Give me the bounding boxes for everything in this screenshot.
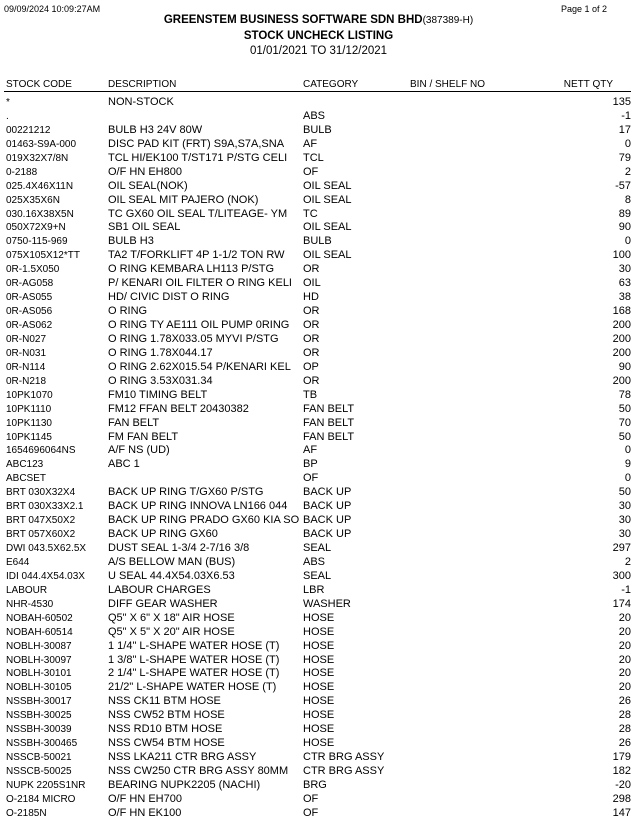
description-cell: NSS CK11 BTM HOSE <box>108 695 221 708</box>
nett-qty-cell: 30 <box>618 500 631 513</box>
stock-code-cell: 019X32X7/8N <box>6 152 69 164</box>
description-cell: O/F HN EH700 <box>108 792 182 805</box>
category-cell: HOSE <box>303 709 335 722</box>
table-row <box>0 235 637 249</box>
nett-qty-cell: 168 <box>612 305 631 318</box>
stock-code-cell: . <box>6 110 9 122</box>
table-row <box>0 110 637 124</box>
nett-qty-cell: 8 <box>624 193 631 206</box>
category-cell: WASHER <box>303 597 351 610</box>
table-row <box>0 542 637 556</box>
description-cell: P/ KENARI OIL FILTER O RING KELI <box>108 277 292 290</box>
header-rule <box>4 91 631 92</box>
nett-qty-cell: 297 <box>612 542 631 554</box>
table-row <box>0 570 637 584</box>
stock-table-body <box>0 96 637 821</box>
nett-qty-cell: 30 <box>618 528 631 541</box>
company-registration: (387389-H) <box>422 15 474 26</box>
description-cell: O RING KEMBARA LH113 P/STG <box>108 263 275 276</box>
description-cell: DISC PAD KIT (FRT) S9A,S7A,SNA <box>108 137 285 150</box>
stock-code-cell: NSSBH-300465 <box>6 738 78 750</box>
nett-qty-cell: 9 <box>624 458 631 471</box>
category-cell: OIL SEAL <box>303 221 352 234</box>
description-cell: A/S BELLOW MAN (BUS) <box>108 555 236 568</box>
category-cell: BACK UP <box>303 486 352 499</box>
category-cell: AF <box>303 444 318 457</box>
category-cell: HOSE <box>303 681 335 694</box>
nett-qty-cell: 50 <box>618 486 631 499</box>
stock-code-cell: NSSBH-30017 <box>6 696 72 708</box>
stock-code-cell: O-2184 MICRO <box>6 793 76 805</box>
stock-code-cell: 0R-N114 <box>6 361 46 373</box>
table-row <box>0 194 637 208</box>
stock-code-cell: 025.4X46X11N <box>6 180 74 192</box>
stock-code-cell: 1654696064NS <box>6 445 76 457</box>
category-cell: SEAL <box>303 542 332 554</box>
stock-code-cell: NOBLH-30097 <box>6 654 72 666</box>
nett-qty-cell: 30 <box>618 514 631 527</box>
stock-code-cell: NSSCB-50021 <box>6 752 72 764</box>
description-cell: TC GX60 OIL SEAL T/LITEAGE- YM <box>108 207 288 220</box>
category-cell: HOSE <box>303 611 335 624</box>
table-row <box>0 681 637 695</box>
category-cell: HOSE <box>303 723 335 736</box>
stock-code-cell: 10PK1110 <box>6 403 52 415</box>
table-row <box>0 667 637 681</box>
stock-code-cell: 030.16X38X5N <box>6 208 74 220</box>
category-cell: LBR <box>303 583 325 596</box>
description-cell: BEARING NUPK2205 (NACHI) <box>108 778 261 791</box>
stock-code-cell: BRT 057X60X2 <box>6 529 76 541</box>
category-cell: HOSE <box>303 737 335 750</box>
category-cell: OR <box>303 346 320 359</box>
category-cell: TB <box>303 388 318 401</box>
nett-qty-cell: 89 <box>618 207 631 220</box>
category-cell: FAN BELT <box>303 416 355 429</box>
description-cell: O RING <box>108 305 148 318</box>
stock-code-cell: BRT 047X50X2 <box>6 515 76 527</box>
description-cell: DIFF GEAR WASHER <box>108 597 218 610</box>
nett-qty-cell: 298 <box>612 792 631 805</box>
category-cell: OF <box>303 472 319 485</box>
category-cell: HOSE <box>303 653 335 666</box>
nett-qty-cell: 200 <box>612 332 631 345</box>
nett-qty-cell: 0 <box>624 137 631 150</box>
table-row <box>0 612 637 626</box>
nett-qty-cell: 300 <box>612 569 631 582</box>
stock-code-cell: BRT 030X33X2.1 <box>6 501 84 513</box>
description-cell: O/F HN EK100 <box>108 806 182 819</box>
table-row <box>0 765 637 779</box>
nett-qty-cell: -57 <box>615 179 631 192</box>
description-cell: HD/ CIVIC DIST O RING <box>108 291 230 304</box>
stock-code-cell: 0-2188 <box>6 166 38 178</box>
table-row <box>0 333 637 347</box>
nett-qty-cell: 70 <box>618 416 631 429</box>
description-cell: O RING TY AE111 OIL PUMP 0RING <box>108 319 290 331</box>
nett-qty-cell: 78 <box>618 388 631 401</box>
stock-code-cell: NSSBH-30025 <box>6 710 72 722</box>
category-cell: OR <box>303 305 320 318</box>
table-row <box>0 249 637 263</box>
nett-qty-cell: -1 <box>621 583 631 596</box>
description-cell: TCL HI/EK100 T/ST171 P/STG CELI <box>108 151 288 164</box>
category-cell: OIL SEAL <box>303 193 352 206</box>
stock-code-cell: LABOUR <box>6 584 48 596</box>
nett-qty-cell: 20 <box>618 611 631 624</box>
nett-qty-cell: 26 <box>618 695 631 708</box>
nett-qty-cell: 20 <box>618 681 631 694</box>
nett-qty-cell: 30 <box>618 263 631 276</box>
category-cell: OR <box>303 332 320 345</box>
description-cell: FAN BELT <box>108 416 160 429</box>
nett-qty-cell: 2 <box>624 165 631 178</box>
category-cell: FAN BELT <box>303 402 355 415</box>
nett-qty-cell: 147 <box>612 806 631 819</box>
nett-qty-cell: 17 <box>618 123 631 136</box>
table-row <box>0 263 637 277</box>
nett-qty-cell: 0 <box>624 235 631 248</box>
description-cell: BULB H3 <box>108 235 154 248</box>
description-cell: BACK UP RING GX60 <box>108 528 218 541</box>
nett-qty-cell: 179 <box>612 751 631 764</box>
company-name <box>0 14 637 26</box>
stock-code-cell: NSSBH-30039 <box>6 724 72 736</box>
nett-qty-cell: 79 <box>618 151 631 164</box>
description-cell: NSS CW250 CTR BRG ASSY 80MM <box>108 765 289 777</box>
stock-code-cell: NOBAH-60514 <box>6 626 73 638</box>
table-row <box>0 180 637 194</box>
table-row <box>0 389 637 403</box>
stock-code-cell: 10PK1145 <box>6 431 52 443</box>
table-row <box>0 277 637 291</box>
category-cell: CTR BRG ASSY <box>303 751 385 764</box>
stock-code-cell: 0R-1.5X050 <box>6 264 60 276</box>
stock-code-cell: NOBLH-30105 <box>6 682 72 694</box>
category-cell: ABS <box>303 555 326 568</box>
category-cell: TCL <box>303 151 324 164</box>
table-row <box>0 444 637 458</box>
description-cell: DUST SEAL 1-3/4 2-7/16 3/8 <box>108 542 250 554</box>
stock-code-cell: NOBLH-30087 <box>6 640 72 652</box>
nett-qty-cell: 20 <box>618 625 631 638</box>
stock-code-cell: NSSCB-50025 <box>6 766 72 777</box>
description-cell: NSS RD10 BTM HOSE <box>108 723 223 736</box>
column-header-category: CATEGORY <box>303 79 359 90</box>
table-row <box>0 486 637 500</box>
category-cell: BACK UP <box>303 528 352 541</box>
stock-code-cell: NUPK 2205S1NR <box>6 779 86 791</box>
stock-code-cell: DWI 043.5X62.5X <box>6 543 87 554</box>
table-row <box>0 751 637 765</box>
stock-code-cell: ABC123 <box>6 459 44 471</box>
stock-code-cell: 0R-AS056 <box>6 306 53 318</box>
table-row <box>0 208 637 222</box>
description-cell: O RING 2.62X015.54 P/KENARI KEL <box>108 360 291 373</box>
category-cell: HOSE <box>303 639 335 652</box>
nett-qty-cell: 26 <box>618 737 631 750</box>
print-datetime: 09/09/2024 10:09:27AM <box>4 4 101 14</box>
description-cell: U SEAL 44.4X54.03X6.53 <box>108 569 235 582</box>
nett-qty-cell: 50 <box>618 402 631 415</box>
table-row <box>0 361 637 375</box>
nett-qty-cell: 38 <box>618 291 631 304</box>
table-row <box>0 152 637 166</box>
nett-qty-cell: 0 <box>624 444 631 457</box>
stock-code-cell: 0R-N027 <box>6 333 47 345</box>
category-cell: OP <box>303 360 319 373</box>
nett-qty-cell: 63 <box>618 277 631 290</box>
category-cell: OR <box>303 263 320 276</box>
nett-qty-cell: 20 <box>618 639 631 652</box>
stock-code-cell: NOBAH-60502 <box>6 612 73 624</box>
category-cell: FAN BELT <box>303 430 355 443</box>
stock-code-cell: 025X35X6N <box>6 194 60 206</box>
description-cell: LABOUR CHARGES <box>108 583 211 596</box>
nett-qty-cell: 100 <box>612 249 631 262</box>
stock-code-cell: IDI 044.4X54.03X <box>6 570 85 582</box>
description-cell: NSS CW54 BTM HOSE <box>108 737 225 750</box>
stock-code-cell: 0R-AS062 <box>6 320 53 331</box>
description-cell: O RING 1.78X033.05 MYVI P/STG <box>108 332 279 345</box>
table-row <box>0 737 637 751</box>
table-row <box>0 584 637 598</box>
nett-qty-cell: 50 <box>618 430 631 443</box>
description-cell: 2 1/4" L-SHAPE WATER HOSE (T) <box>108 667 280 680</box>
nett-qty-cell: 28 <box>618 709 631 722</box>
table-row <box>0 514 637 528</box>
table-row <box>0 138 637 152</box>
table-row <box>0 807 637 821</box>
stock-code-cell: NHR-4530 <box>6 598 54 610</box>
column-header-description: DESCRIPTION <box>108 79 177 90</box>
category-cell: BULB <box>303 123 332 136</box>
nett-qty-cell: 2 <box>624 555 631 568</box>
description-cell: TA2 T/FORKLIFT 4P 1-1/2 TON RW <box>108 249 285 262</box>
category-cell: OF <box>303 792 319 805</box>
description-cell: NSS CW52 BTM HOSE <box>108 709 225 722</box>
stock-code-cell: 050X72X9+N <box>6 222 66 234</box>
category-cell: BACK UP <box>303 500 352 513</box>
category-cell: HOSE <box>303 625 335 638</box>
table-row <box>0 347 637 361</box>
nett-qty-cell: 0 <box>624 472 631 485</box>
stock-code-cell: O-2185N <box>6 807 47 819</box>
category-cell: OIL SEAL <box>303 179 352 192</box>
page-number: Page 1 of 2 <box>560 4 607 14</box>
description-cell: FM12 FFAN BELT 20430382 <box>108 402 249 415</box>
description-cell: Q5" X 6" X 18" AIR HOSE <box>108 611 235 624</box>
table-row <box>0 458 637 472</box>
description-cell: 21/2" L-SHAPE WATER HOSE (T) <box>108 681 277 694</box>
nett-qty-cell: 182 <box>612 765 631 777</box>
nett-qty-cell: 200 <box>612 346 631 359</box>
description-cell: A/F NS (UD) <box>108 444 170 457</box>
report-title: STOCK UNCHECK LISTING <box>243 30 394 42</box>
category-cell: OR <box>303 319 320 331</box>
description-cell: OIL SEAL(NOK) <box>108 179 188 192</box>
description-cell: FM FAN BELT <box>108 430 179 443</box>
category-cell: ABS <box>303 109 326 122</box>
description-cell: 1 1/4" L-SHAPE WATER HOSE (T) <box>108 639 280 652</box>
table-row <box>0 640 637 654</box>
category-cell: OIL <box>303 277 321 290</box>
nett-qty-cell: 90 <box>618 221 631 234</box>
category-cell: SEAL <box>303 569 332 582</box>
report-period: 01/01/2021 TO 31/12/2021 <box>249 45 388 57</box>
category-cell: OF <box>303 806 319 819</box>
table-row <box>0 166 637 180</box>
description-cell: BACK UP RING PRADO GX60 KIA SO <box>108 514 300 527</box>
nett-qty-cell: 90 <box>618 360 631 373</box>
category-cell: CTR BRG ASSY <box>303 765 385 777</box>
description-cell: O RING 3.53X031.34 <box>108 374 213 387</box>
description-cell: NON-STOCK <box>108 96 174 108</box>
category-cell: HOSE <box>303 695 335 708</box>
description-cell: Q5" X 5" X 20" AIR HOSE <box>108 625 235 638</box>
description-cell: OIL SEAL MIT PAJERO (NOK) <box>108 193 259 206</box>
category-cell: BULB <box>303 235 332 248</box>
stock-code-cell: ABCSET <box>6 473 47 485</box>
nett-qty-cell: 28 <box>618 723 631 736</box>
stock-code-cell: 0R-N031 <box>6 347 47 359</box>
column-header-bin: BIN / SHELF NO <box>410 79 486 90</box>
table-row <box>0 709 637 723</box>
category-cell: BACK UP <box>303 514 352 527</box>
stock-code-cell: 075X105X12*TT <box>6 250 80 262</box>
description-cell: O RING 1.78X044.17 <box>108 346 213 359</box>
stock-code-cell: E644 <box>6 556 30 568</box>
category-cell: OIL SEAL <box>303 249 352 262</box>
table-row <box>0 626 637 640</box>
stock-code-cell: 10PK1130 <box>6 417 52 429</box>
stock-code-cell: 00221212 <box>6 124 51 136</box>
column-header-stock-code: STOCK CODE <box>6 79 72 90</box>
table-row <box>0 556 637 570</box>
nett-qty-cell: 20 <box>618 667 631 680</box>
table-row <box>0 291 637 305</box>
nett-qty-cell: 174 <box>612 597 631 610</box>
description-cell: BACK UP RING T/GX60 P/STG <box>108 486 264 499</box>
table-row <box>0 319 637 333</box>
table-row <box>0 472 637 486</box>
table-row <box>0 96 637 110</box>
table-row <box>0 695 637 709</box>
table-row <box>0 305 637 319</box>
table-row <box>0 654 637 668</box>
table-row <box>0 598 637 612</box>
category-cell: AF <box>303 137 318 150</box>
nett-qty-cell: -1 <box>621 109 631 122</box>
stock-code-cell: 10PK1070 <box>6 389 53 401</box>
stock-code-cell: BRT 030X32X4 <box>6 487 76 499</box>
nett-qty-cell: 135 <box>612 96 631 108</box>
category-cell: OR <box>303 374 320 387</box>
table-row <box>0 779 637 793</box>
company-name-text: GREENSTEM BUSINESS SOFTWARE SDN BHD <box>163 14 423 26</box>
stock-code-cell: * <box>6 97 10 108</box>
description-cell: 1 3/8" L-SHAPE WATER HOSE (T) <box>108 653 280 666</box>
table-row <box>0 403 637 417</box>
description-cell: FM10 TIMING BELT <box>108 388 208 401</box>
stock-code-cell: 0750-115-969 <box>6 236 68 248</box>
stock-code-cell: 0R-N218 <box>6 375 47 387</box>
table-row <box>0 528 637 542</box>
description-cell: ABC 1 <box>108 458 140 471</box>
description-cell: BACK UP RING INNOVA LN166 044 <box>108 500 288 513</box>
table-row <box>0 793 637 807</box>
column-header-nett-qty: NETT QTY <box>563 79 613 90</box>
table-row <box>0 500 637 514</box>
table-row <box>0 375 637 389</box>
nett-qty-cell: 200 <box>612 374 631 387</box>
description-cell: NSS LKA211 CTR BRG ASSY <box>108 751 257 764</box>
table-row <box>0 431 637 445</box>
nett-qty-cell: 20 <box>618 653 631 666</box>
category-cell: BP <box>303 458 318 471</box>
category-cell: HOSE <box>303 667 335 680</box>
stock-code-cell: 0R-AG058 <box>6 278 54 290</box>
table-row <box>0 723 637 737</box>
description-cell: O/F HN EH800 <box>108 165 182 178</box>
stock-code-cell: 01463-S9A-000 <box>6 138 77 150</box>
stock-code-cell: NOBLH-30101 <box>6 668 72 680</box>
description-cell: SB1 OIL SEAL <box>108 221 181 234</box>
nett-qty-cell: 200 <box>612 319 631 331</box>
nett-qty-cell: -20 <box>615 778 631 791</box>
stock-code-cell: 0R-AS055 <box>6 292 53 304</box>
category-cell: BRG <box>303 778 327 791</box>
table-row <box>0 417 637 431</box>
description-cell: BULB H3 24V 80W <box>108 123 203 136</box>
category-cell: OF <box>303 165 319 178</box>
table-row <box>0 124 637 138</box>
category-cell: HD <box>303 291 319 304</box>
table-row <box>0 221 637 235</box>
category-cell: TC <box>303 207 318 220</box>
